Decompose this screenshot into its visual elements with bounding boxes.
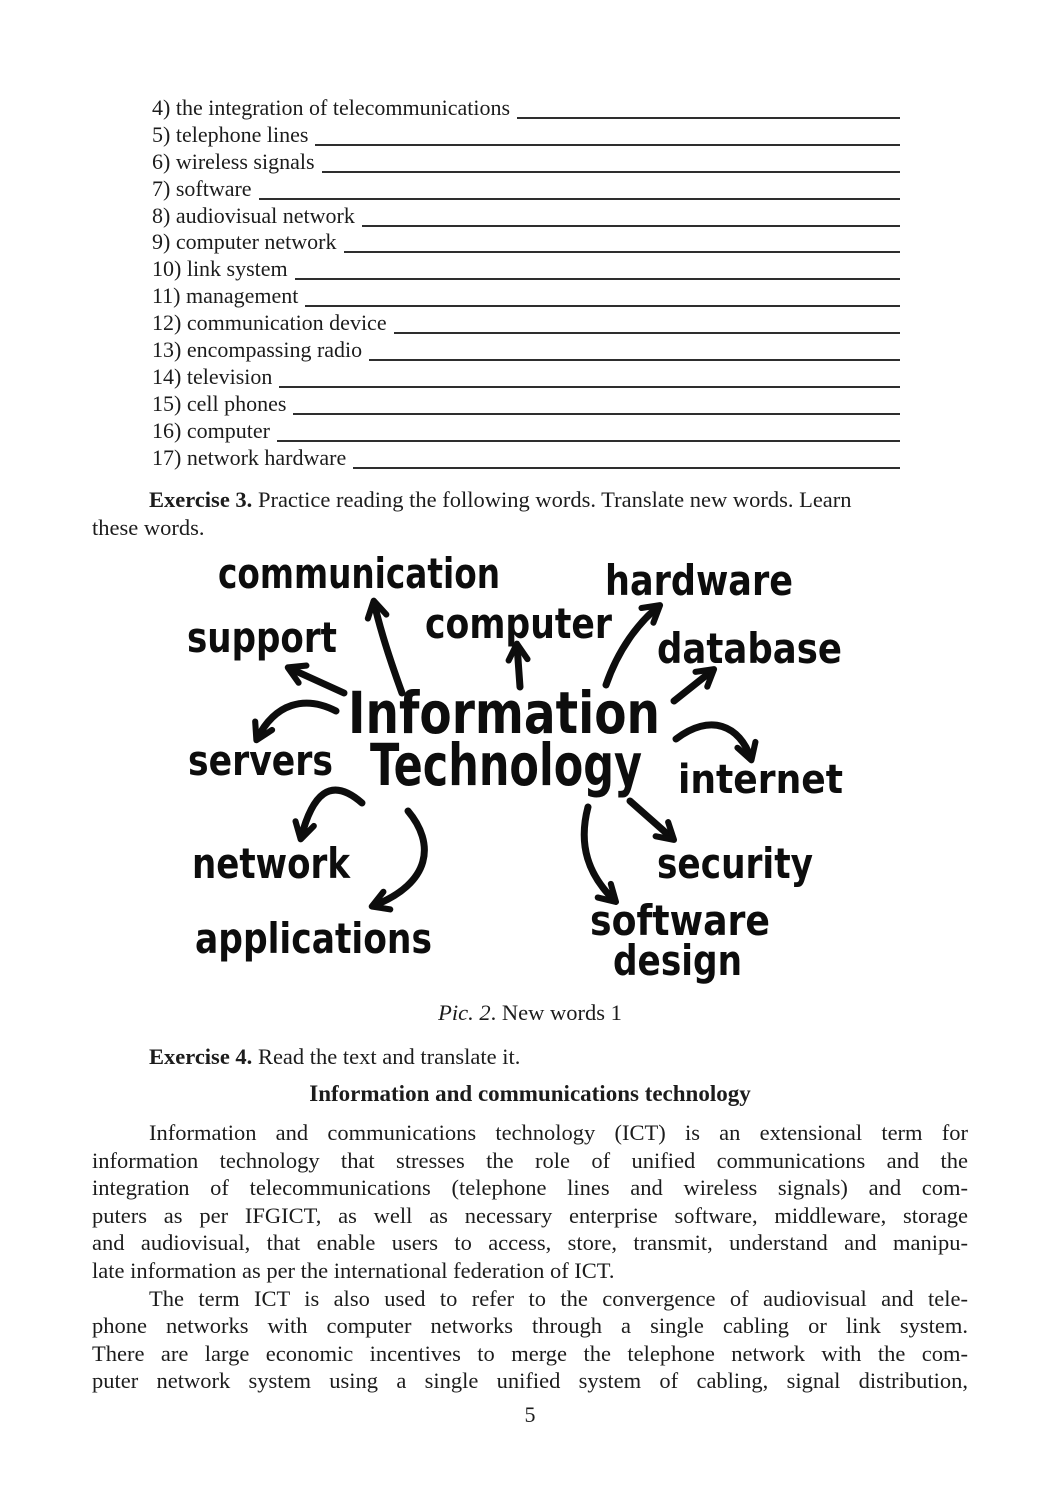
page-number: 5 — [524, 1402, 536, 1427]
caption-italic-text: Pic. 2 — [438, 1000, 491, 1025]
fill-list-item — [152, 122, 900, 149]
cloud-word-computer: computer — [425, 599, 613, 648]
article-paragraph-2 — [92, 1285, 968, 1395]
article-p2-text: There are large economic incentives to merge the telephone network with the com- — [92, 1340, 968, 1366]
article-p1-line — [92, 1202, 968, 1230]
fill-item-blank-line — [279, 386, 900, 388]
exercise3-label: Exercise 3. — [149, 487, 253, 512]
article-p2-text: The term ICT is also used to refer to the convergence of audiovisual and tele- — [149, 1285, 968, 1311]
exercise3-line — [92, 486, 968, 514]
fill-item-blank-line — [353, 467, 900, 469]
fill-item-blank-line — [295, 278, 900, 280]
fill-item-label: 10) link system — [152, 256, 288, 282]
cloud-word-internet: internet — [678, 757, 843, 803]
cloud-word-servers: servers — [188, 736, 333, 785]
fill-item-blank-line — [259, 198, 900, 200]
caption-line — [92, 999, 968, 1027]
fill-item-blank-line — [315, 144, 900, 146]
fill-item-blank-line — [369, 359, 900, 361]
fill-list-item — [152, 256, 900, 283]
exercise3-text: these words. — [92, 514, 205, 540]
word-cloud-figure — [0, 545, 1060, 1000]
fill-item-blank-line — [394, 332, 900, 334]
cloud-word-network: network — [192, 839, 351, 888]
article-title: Information and communications technology — [309, 1081, 751, 1106]
fill-list-item — [152, 310, 900, 337]
fill-item-blank-line — [293, 413, 900, 415]
exercise3-line — [92, 514, 968, 542]
fill-item-label: 7) software — [152, 175, 252, 201]
cloud-word-applications: applications — [195, 914, 432, 963]
exercise3-text: Practice reading the following words. Translate new words. Learn — [252, 487, 852, 512]
cloud-word-database: database — [657, 624, 842, 673]
fill-list-item — [152, 176, 900, 203]
cloud-words — [187, 549, 843, 985]
fill-list-item — [152, 418, 900, 445]
fill-item-blank-line — [344, 251, 901, 253]
fill-list-item — [152, 283, 900, 310]
article-p2-text: phone networks with computer networks through a single cabling or link system. — [92, 1313, 968, 1339]
cloud-arrow-to-servers — [257, 703, 336, 739]
fill-item-label: 5) telephone lines — [152, 121, 309, 147]
fill-list-item — [152, 95, 900, 122]
cloud-word-hardware: hardware — [605, 556, 793, 605]
cloud-arrow-to-applications — [373, 811, 424, 906]
fill-item-label: 17) network hardware — [152, 444, 347, 470]
cloud-arrow-to-hardware — [606, 606, 659, 685]
fill-item-label: 16) computer — [152, 417, 270, 443]
article-p1-text: puters as per IFGICT, as well as necessary enterprise software, middleware, storage — [92, 1202, 968, 1228]
fill-item-blank-line — [517, 117, 900, 119]
figure-caption — [92, 999, 968, 1027]
article-p1-text: information technology that stresses the role of unified communications and the — [92, 1147, 968, 1173]
article-p1-line — [92, 1229, 968, 1257]
fill-item-label: 15) cell phones — [152, 390, 287, 416]
cloud-word-software: software — [590, 896, 770, 945]
exercise4-line — [92, 1043, 968, 1071]
cloud-arrow-to-support — [289, 668, 344, 693]
caption-text: . New words 1 — [490, 1000, 622, 1025]
article-paragraph-1 — [92, 1119, 968, 1285]
article-p1-line — [92, 1119, 968, 1147]
fill-item-label: 6) wireless signals — [152, 148, 315, 174]
article-p1-line — [92, 1174, 968, 1202]
exercise4-text: Read the text and translate it. — [252, 1044, 521, 1069]
article-p1-line — [92, 1257, 968, 1285]
cloud-word-information: Information — [348, 679, 660, 747]
fill-in-list — [152, 95, 900, 471]
article-p2-line — [92, 1312, 968, 1340]
fill-list-item — [152, 203, 900, 230]
article-p2-line — [92, 1340, 968, 1368]
fill-item-label: 9) computer network — [152, 229, 337, 255]
fill-item-blank-line — [362, 225, 900, 227]
article-body — [92, 1119, 968, 1395]
exercise4-label: Exercise 4. — [149, 1044, 253, 1069]
cloud-word-communication: communication — [218, 549, 500, 598]
cloud-arrow-to-network — [301, 790, 362, 838]
article-p2-text: puter network system using a single unified system of cabling, signal distribution, — [92, 1368, 968, 1394]
article-p1-text: and audiovisual, that enable users to access, store, transmit, understand and manipu- — [92, 1230, 968, 1256]
article-p1-text: late information as per the international federation of ICT. — [92, 1257, 615, 1283]
fill-list-item — [152, 364, 900, 391]
fill-list-item — [152, 445, 900, 472]
cloud-arrow-to-internet — [676, 725, 751, 759]
article-p1-line — [92, 1147, 968, 1175]
exercise-3 — [92, 486, 968, 541]
article-p1-text: integration of telecommunications (telephone lines and wireless signals) and com- — [92, 1175, 968, 1201]
fill-item-blank-line — [322, 171, 900, 173]
fill-item-label: 4) the integration of telecommunications — [152, 95, 511, 120]
fill-list-item — [152, 149, 900, 176]
cloud-arrow-to-database — [674, 670, 713, 701]
fill-item-blank-line — [305, 305, 900, 307]
article-p1-text: Information and communications technology (ICT) is an extensional term for — [149, 1120, 968, 1145]
fill-item-label: 11) management — [152, 283, 299, 309]
fill-list-item — [152, 391, 900, 418]
cloud-word-design: design — [613, 936, 742, 985]
exercise-4 — [92, 1043, 968, 1071]
fill-list-item — [152, 337, 900, 364]
article-p2-line — [92, 1367, 968, 1395]
cloud-word-support: support — [187, 613, 337, 662]
fill-item-blank-line — [277, 440, 900, 442]
fill-list-item — [152, 229, 900, 256]
fill-item-label: 14) television — [152, 363, 273, 389]
fill-item-label: 12) communication device — [152, 310, 387, 336]
fill-item-label: 13) encompassing radio — [152, 337, 363, 363]
cloud-arrow-to-software — [584, 807, 615, 901]
cloud-word-technology: Technology — [370, 731, 642, 799]
cloud-word-security: security — [657, 839, 813, 888]
cloud-arrow-to-security — [630, 801, 673, 839]
fill-item-label: 8) audiovisual network — [152, 202, 355, 228]
article-p2-line — [92, 1285, 968, 1313]
